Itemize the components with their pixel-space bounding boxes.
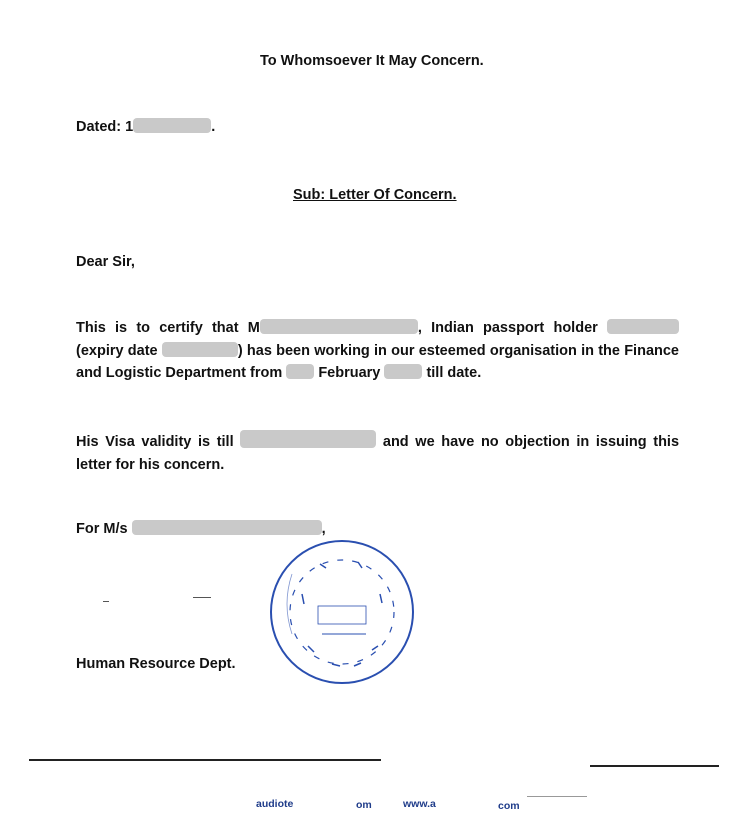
company-stamp [262, 534, 422, 694]
footer-rule-left [29, 759, 381, 761]
para1-text-3: (expiry date [76, 342, 158, 359]
redacted-date [133, 118, 211, 133]
para1-text-4: ) has been working in our esteemed organisation in the Finance and Logistic Department from [76, 342, 679, 381]
para1-text-6: till date. [426, 365, 482, 381]
redacted-passport [607, 319, 679, 334]
footer-text-2: om [356, 799, 372, 811]
redacted-name [260, 319, 418, 334]
footer-rule-right [590, 765, 719, 767]
signature-mark-left [103, 601, 109, 602]
visa-paragraph [76, 430, 679, 476]
footer-rule-dashes [527, 796, 587, 797]
redacted-day [286, 364, 314, 379]
certification-paragraph [76, 317, 679, 385]
redacted-company [132, 520, 322, 535]
date-line [76, 116, 215, 138]
redacted-visa-date [240, 430, 376, 448]
footer-text-1: audiote [256, 798, 294, 810]
date-end: . [211, 119, 216, 135]
for-end: , [321, 521, 326, 537]
footer-text-4: com [498, 800, 520, 812]
salutation: Dear Sir, [76, 254, 135, 270]
redacted-expiry [162, 342, 238, 357]
letter-heading: To Whomsoever It May Concern. [260, 53, 484, 69]
redacted-year [384, 364, 422, 379]
for-label: For M/s [76, 521, 128, 537]
para1-text-5: February [318, 365, 381, 381]
para2-text-2: and we have no objection in issuing this letter for his concern. [76, 434, 680, 473]
subject-line: Sub: Letter Of Concern. [293, 187, 457, 203]
footer-text-3: www.a [403, 798, 436, 810]
signature-mark-right [193, 597, 211, 598]
para1-text-2: , Indian passport holder [417, 320, 598, 336]
signatory: Human Resource Dept. [76, 656, 236, 672]
para1-text-1: This is to certify that M [76, 320, 260, 336]
date-label: Dated: 1 [76, 119, 134, 135]
para2-text-1: His Visa validity is till [76, 434, 234, 450]
